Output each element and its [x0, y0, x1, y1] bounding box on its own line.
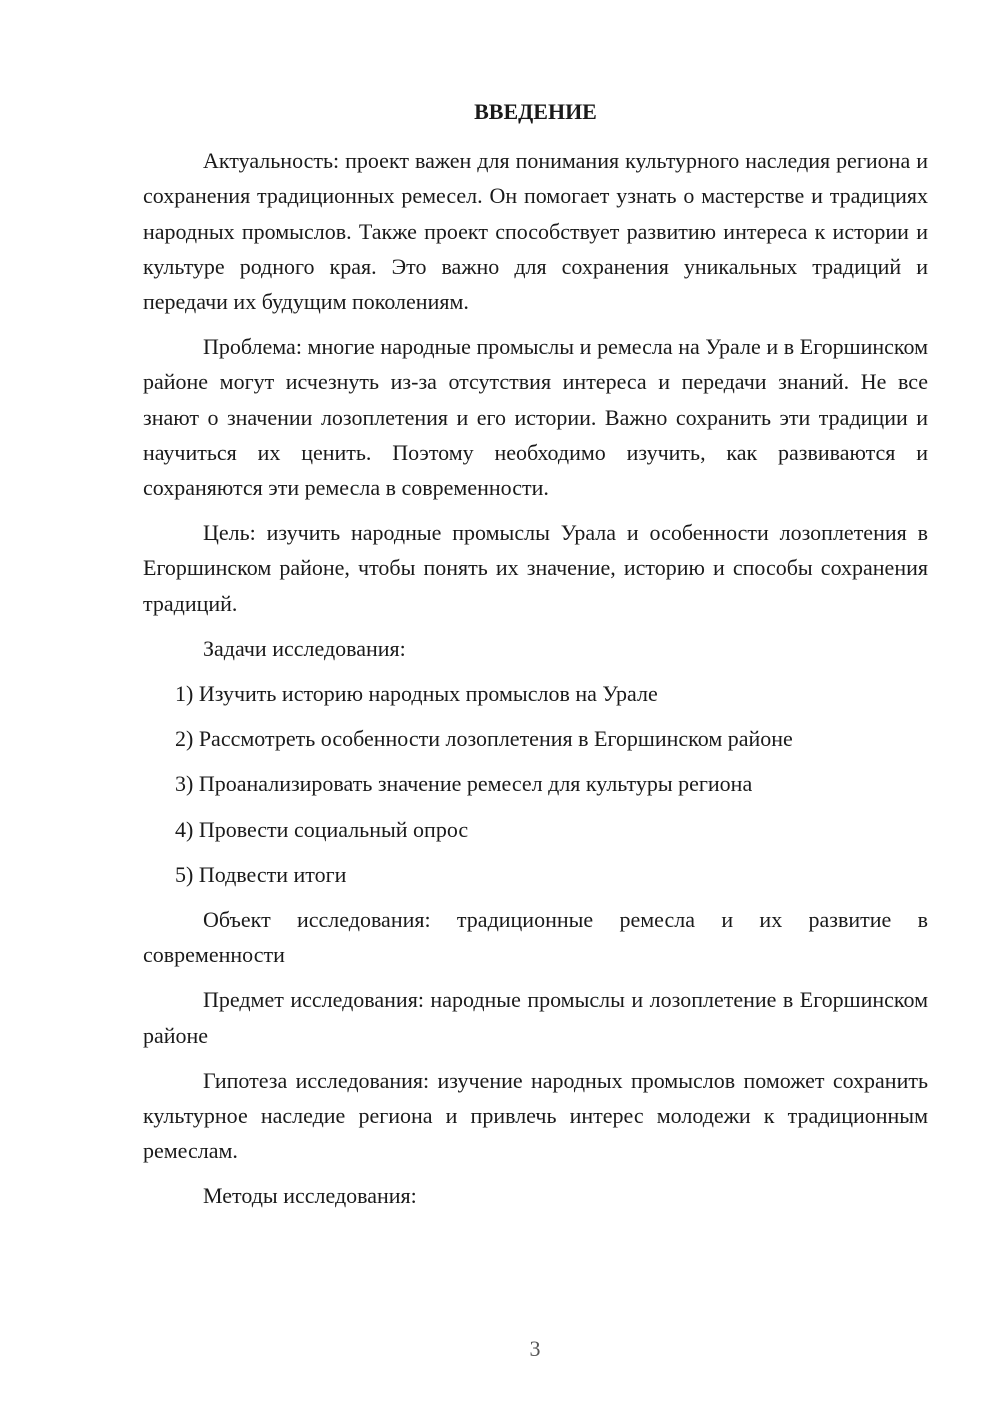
- tasks-title: Задачи исследования:: [203, 635, 406, 661]
- paragraph-subject: Предмет исследования: народные промыслы и лозоплетение в Егоршинском районе: [143, 987, 928, 1048]
- page-content: [143, 94, 928, 1224]
- task-item-1: 1) Изучить историю народных промыслов на Урале: [175, 681, 658, 707]
- methods-title: Методы исследования:: [203, 1183, 417, 1209]
- paragraph-hypothesis: Гипотеза исследования: изучение народных промыслов поможет сохранить культурное наследие региона и привлечь интерес молодежи к традиционным ремеслам.: [143, 1067, 928, 1164]
- task-item-5: 5) Подвести итоги: [175, 861, 347, 887]
- task-item-3: 3) Проанализировать значение ремесел для культуры региона: [175, 771, 753, 797]
- section-heading: ВВЕДЕНИЕ: [474, 99, 597, 124]
- task-item-4: 4) Провести социальный опрос: [175, 816, 469, 842]
- paragraph-relevance: Актуальность: проект важен для понимания культурного наследия региона и сохранения традиционных ремесел. Он помогает узнать о мастерстве и традициях народных промыслов. Также проект способствует развитию интереса к истории и культуре родного края. Это важно для сохранения уникальных традиций и передачи их будущим поколениям.: [143, 148, 928, 315]
- tasks-list: [143, 676, 928, 892]
- paragraph-goal: Цель: изучить народные промыслы Урала и особенности лозоплетения в Егоршинском районе, чтобы понять их значение, историю и способы сохранения традиций.: [143, 520, 928, 616]
- paragraph-problem: Проблема: многие народные промыслы и ремесла на Урале и в Егоршинском районе могут исчезнуть из-за отсутствия интереса и передачи знаний. Не все знают о значении лозоплетения и его истории. Важно сохранить эти традиции и научиться их ценить. Поэтому необходимо изучить, как развиваются и сохраняются эти ремесла в современности.: [143, 334, 928, 501]
- task-item-2: 2) Рассмотреть особенности лозоплетения в Егоршинском районе: [175, 726, 793, 752]
- paragraph-object: Объект исследования: традиционные ремесла и их развитие в современности: [143, 907, 928, 968]
- page-number: 3: [529, 1336, 541, 1361]
